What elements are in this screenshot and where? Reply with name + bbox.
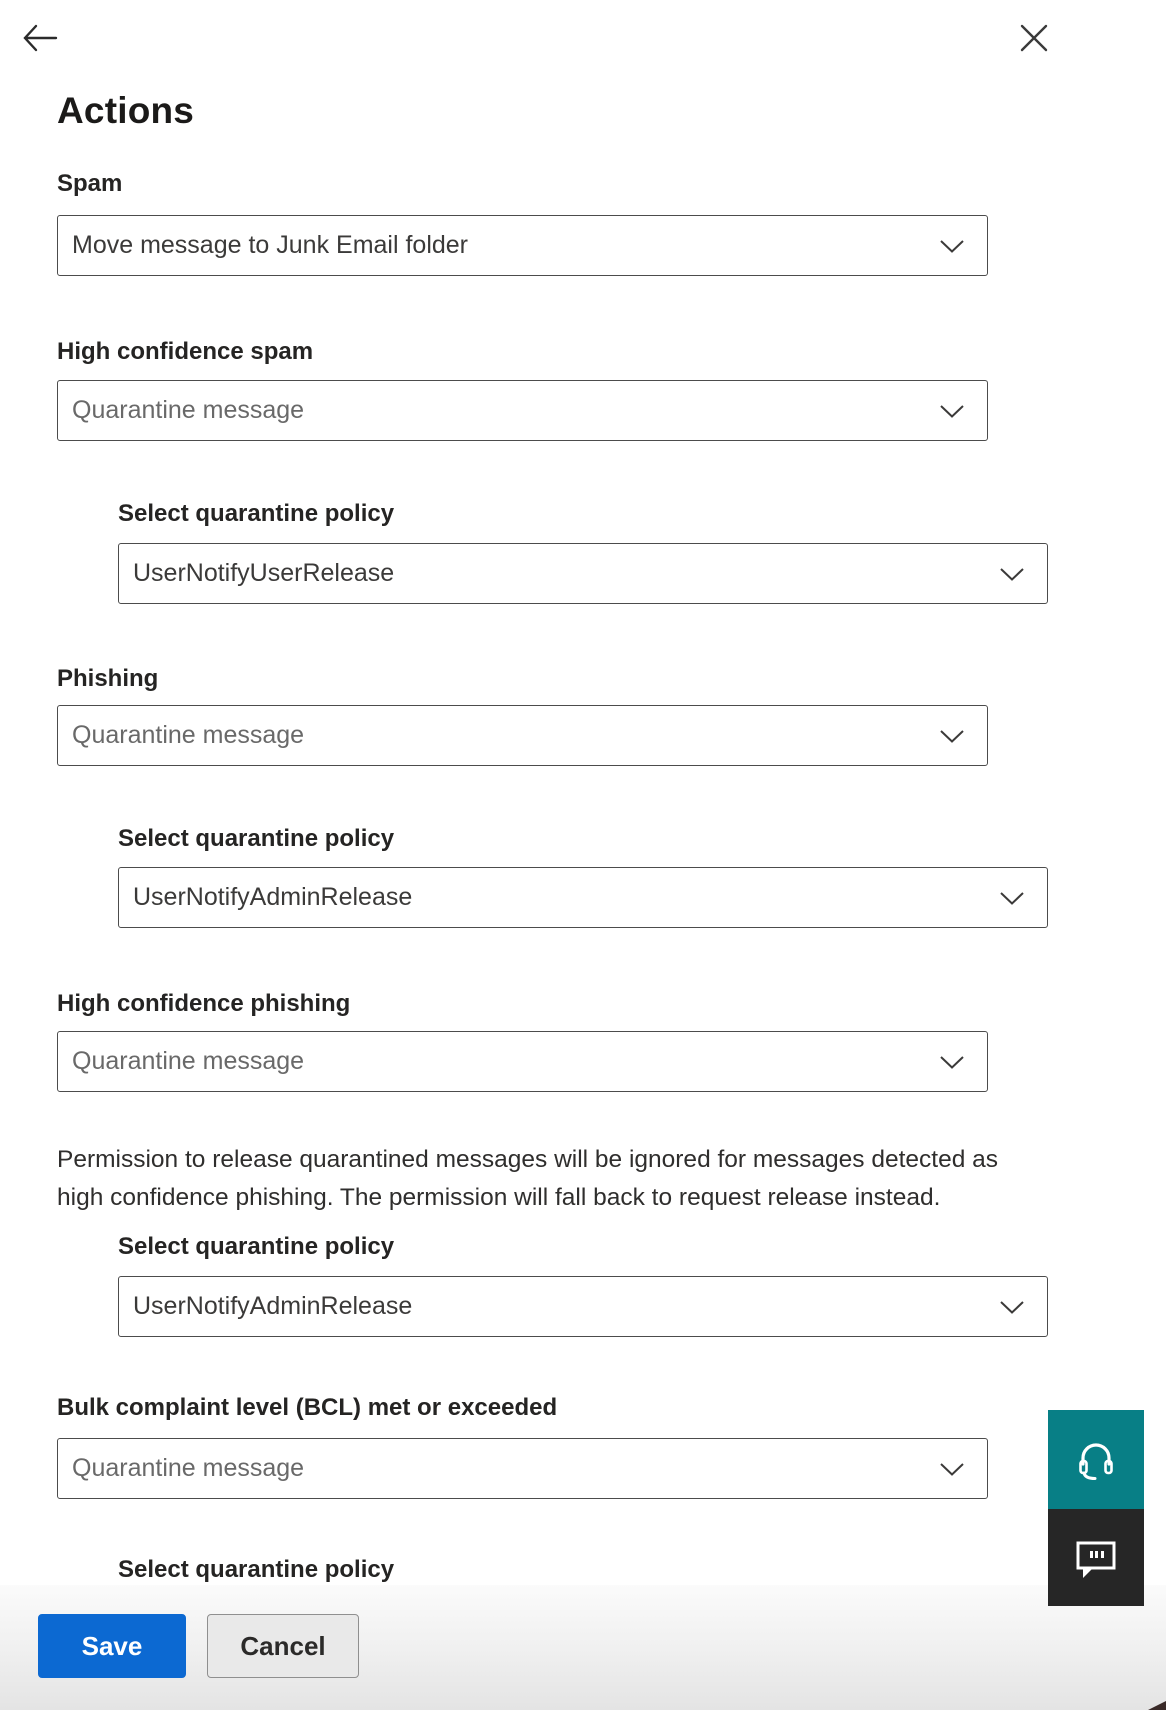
phishing-quarantine-policy-dropdown[interactable] bbox=[118, 867, 1048, 928]
spam-dropdown-value: Move message to Junk Email folder bbox=[72, 231, 469, 259]
chevron-down-icon bbox=[939, 404, 965, 419]
feedback-button[interactable] bbox=[1048, 1509, 1144, 1606]
phishing-label: Phishing bbox=[57, 665, 159, 692]
chevron-down-icon bbox=[939, 1055, 965, 1070]
support-button[interactable] bbox=[1048, 1410, 1144, 1509]
headset-icon bbox=[1070, 1434, 1122, 1486]
hcs-quarantine-policy-label: Select quarantine policy bbox=[118, 500, 395, 527]
chevron-down-icon bbox=[999, 891, 1025, 906]
back-button[interactable] bbox=[18, 16, 62, 60]
spam-dropdown[interactable] bbox=[57, 215, 988, 276]
bulk-complaint-level-dropdown[interactable] bbox=[57, 1438, 988, 1499]
hcp-quarantine-policy-label: Select quarantine policy bbox=[118, 1233, 395, 1260]
hcp-quarantine-policy-dropdown[interactable] bbox=[118, 1276, 1048, 1337]
high-confidence-spam-dropdown[interactable] bbox=[57, 380, 988, 441]
chevron-down-icon bbox=[939, 1462, 965, 1477]
note-line-1: Permission to release quarantined messages will be ignored for messages detected as bbox=[57, 1146, 999, 1173]
phishing-quarantine-policy-value: UserNotifyAdminRelease bbox=[133, 883, 413, 911]
high-confidence-phishing-dropdown[interactable] bbox=[57, 1031, 988, 1092]
spam-label: Spam bbox=[57, 170, 123, 197]
phishing-dropdown-value: Quarantine message bbox=[72, 721, 305, 749]
chevron-down-icon bbox=[939, 729, 965, 744]
cancel-button[interactable]: Cancel bbox=[207, 1614, 359, 1678]
chat-bubble-icon bbox=[1070, 1532, 1122, 1584]
bulk-complaint-level-dropdown-value: Quarantine message bbox=[72, 1454, 305, 1482]
high-confidence-spam-dropdown-value: Quarantine message bbox=[72, 396, 305, 424]
bulk-quarantine-policy-label: Select quarantine policy bbox=[118, 1556, 395, 1583]
chevron-down-icon bbox=[999, 567, 1025, 582]
close-icon bbox=[1018, 22, 1050, 54]
hcs-quarantine-policy-dropdown[interactable] bbox=[118, 543, 1048, 604]
chevron-down-icon bbox=[999, 1300, 1025, 1315]
high-confidence-phishing-label: High confidence phishing bbox=[57, 990, 351, 1017]
high-confidence-phishing-dropdown-value: Quarantine message bbox=[72, 1047, 305, 1075]
chevron-down-icon bbox=[939, 239, 965, 254]
phishing-dropdown[interactable] bbox=[57, 705, 988, 766]
arrow-left-icon bbox=[21, 22, 59, 54]
hcs-quarantine-policy-value: UserNotifyUserRelease bbox=[133, 559, 395, 587]
save-button[interactable]: Save bbox=[38, 1614, 186, 1678]
high-confidence-phishing-note bbox=[57, 1141, 1057, 1217]
phishing-quarantine-policy-label: Select quarantine policy bbox=[118, 825, 395, 852]
hcp-quarantine-policy-value: UserNotifyAdminRelease bbox=[133, 1292, 413, 1320]
note-line-2: high confidence phishing. The permission will fall back to request release instead. bbox=[57, 1184, 941, 1211]
page-title: Actions bbox=[57, 90, 195, 131]
high-confidence-spam-label: High confidence spam bbox=[57, 338, 314, 365]
bulk-complaint-level-label: Bulk complaint level (BCL) met or exceeded bbox=[57, 1394, 558, 1421]
close-button[interactable] bbox=[1012, 16, 1056, 60]
